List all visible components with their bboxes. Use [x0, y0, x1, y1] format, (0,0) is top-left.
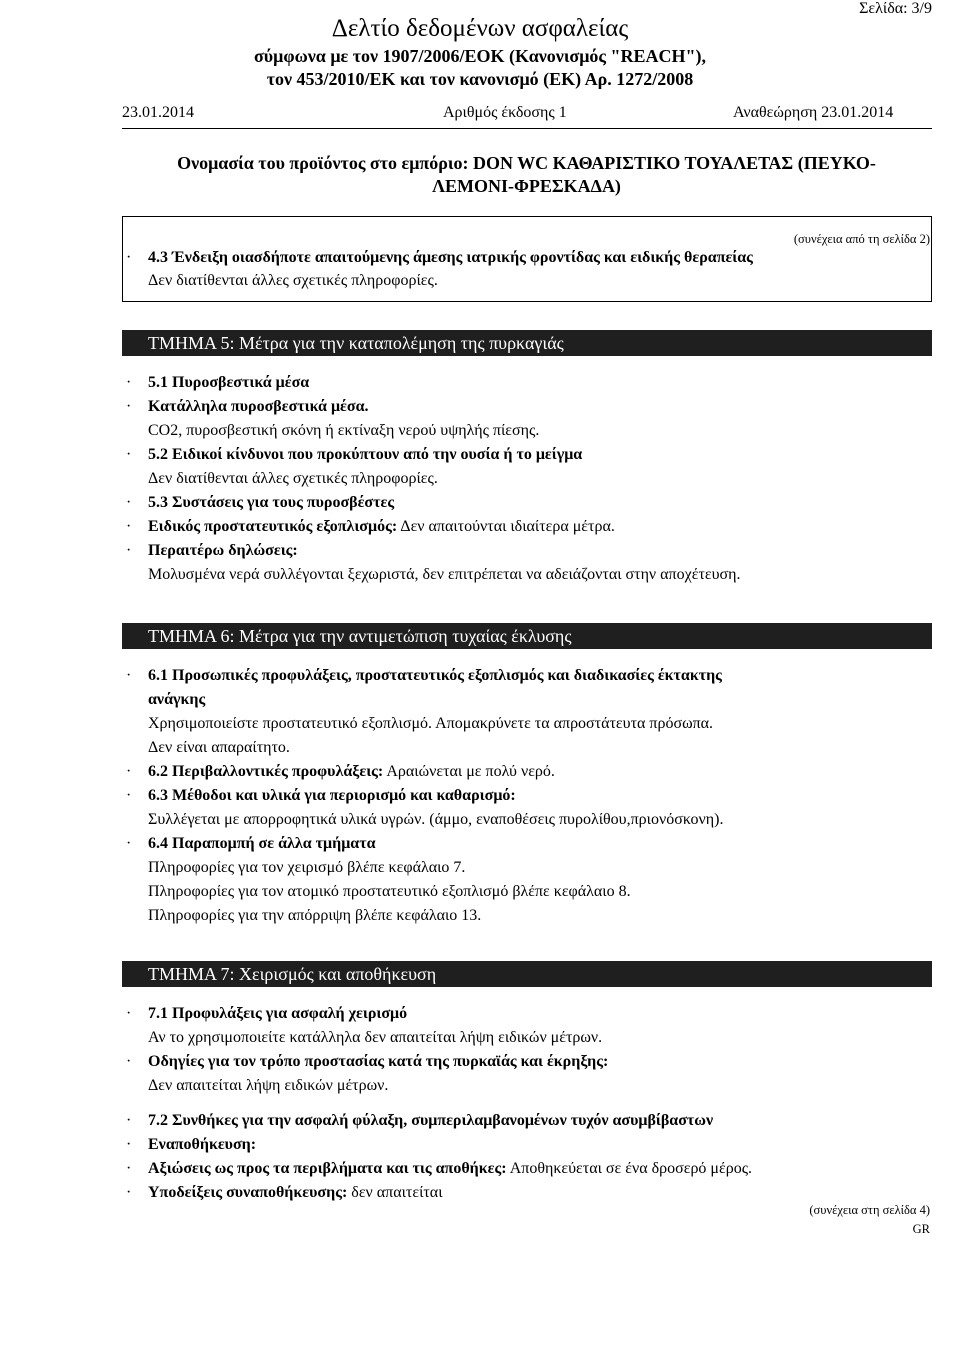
section-6-1-heading-line1: 6.1 Προσωπικές προφυλάξεις, προστατευτικός εξοπλισμός και διαδικασίες έκτακτης	[148, 667, 722, 684]
bullet: ·	[126, 446, 132, 463]
section-5-bar	[122, 330, 932, 356]
section-7-1-text: Αν το χρησιμοποιείτε κατάλληλα δεν απαιτείται λήψη ειδικών μέτρων.	[148, 1029, 603, 1046]
document-subtitle-line2: τον 453/2010/ΕΚ και τον κανονισμό (ΕΚ) Αρ. 1272/2008	[266, 69, 694, 89]
section-5-3-heading: 5.3 Συστάσεις για τους πυροσβέστες	[148, 494, 395, 511]
section-6-4-text3: Πληροφορίες για την απόρριψη βλέπε κεφάλαιο 13.	[148, 907, 482, 924]
bullet: ·	[126, 249, 132, 266]
storage-requirements-line	[148, 1158, 752, 1180]
product-name-line2: ΛΕΜΟΝΙ-ΦΡΕΣΚΑΔΑ)	[432, 176, 621, 196]
co-storage-line	[148, 1182, 443, 1204]
co-storage-label: Υποδείξεις συναποθήκευσης:	[148, 1184, 348, 1201]
storage-label: Εναποθήκευση:	[148, 1136, 257, 1153]
section-5-1-heading: 5.1 Πυροσβεστικά μέσα	[148, 374, 310, 391]
section-6-1-heading-line2: ανάγκης	[148, 691, 206, 708]
section-6-4-text1: Πληροφορίες για τον χειρισμό βλέπε κεφάλαιο 7.	[148, 859, 466, 876]
bullet: ·	[126, 1112, 132, 1129]
bullet: ·	[126, 1053, 132, 1070]
fire-protection-label: Οδηγίες για τον τρόπο προστασίας κατά της πυρκαϊάς και έκρηξης:	[148, 1053, 609, 1070]
suitable-media-label: Κατάλληλα πυροσβεστικά μέσα.	[148, 398, 369, 415]
section-7-bar	[122, 961, 932, 987]
section-6-title: ΤΜΗΜΑ 6: Μέτρα για την αντιμετώπιση τυχαίας έκλυσης	[148, 625, 572, 646]
section-6-2-line	[148, 761, 555, 783]
revision-date: Αναθεώρηση 23.01.2014	[733, 104, 894, 121]
storage-requirements-label: Αξιώσεις ως προς τα περιβλήματα και τις αποθήκες:	[148, 1160, 507, 1177]
section-5-title: ΤΜΗΜΑ 5: Μέτρα για την καταπολέμηση της πυρκαγιάς	[148, 332, 564, 353]
section-6-1-text1: Χρησιμοποιείστε προστατευτικό εξοπλισμό. Απομακρύνετε τα απροστάτευτα πρόσωπα.	[148, 715, 714, 732]
protective-equipment-line	[148, 516, 615, 538]
continued-to-note: (συνέχεια στη σελίδα 4)	[809, 1203, 930, 1217]
fire-protection-text: Δεν απαιτείται λήψη ειδικών μέτρων.	[148, 1077, 389, 1094]
header-divider	[122, 128, 932, 129]
section-6-4-text2: Πληροφορίες για τον ατομικό προστατευτικό εξοπλισμό βλέπε κεφάλαιο 8.	[148, 883, 631, 900]
bullet: ·	[126, 1184, 132, 1201]
bullet: ·	[126, 374, 132, 391]
document-title: Δελτίο δεδομένων ασφαλείας	[331, 15, 629, 42]
section-4-3-heading: 4.3 Ένδειξη οιασδήποτε απαιτούμενης άμεσης ιατρικής φροντίδας και ειδικής θεραπείας	[148, 249, 753, 266]
page-number: Σελίδα: 3/9	[859, 0, 932, 17]
section-6-3-text: Συλλέγεται με απορροφητικά υλικά υγρών. (άμμο, εναποθέσεις πυρολίθου,πριονόσκονη).	[148, 811, 724, 828]
storage-requirements-text: Αποθηκεύεται σε ένα δροσερό μέρος.	[509, 1160, 753, 1177]
bullet: ·	[126, 1005, 132, 1022]
version-number: Αριθμός έκδοσης 1	[443, 104, 567, 121]
section-6-bar	[122, 623, 932, 649]
section-6-4-heading: 6.4 Παραπομπή σε άλλα τμήματα	[148, 835, 376, 852]
bullet: ·	[126, 494, 132, 511]
bullet: ·	[126, 787, 132, 804]
section-6-1-text2: Δεν είναι απαραίτητο.	[148, 739, 290, 756]
section-7-1-heading: 7.1 Προφυλάξεις για ασφαλή χειρισμό	[148, 1005, 408, 1022]
co-storage-text: δεν απαιτείται	[351, 1184, 443, 1201]
section-6-2-text: Αραιώνεται με πολύ νερό.	[386, 763, 555, 780]
bullet: ·	[126, 542, 132, 559]
protective-equipment-text: Δεν απαιτούνται ιδιαίτερα μέτρα.	[400, 518, 615, 535]
section-4-3-text: Δεν διατίθενται άλλες σχετικές πληροφορίες.	[148, 272, 438, 289]
bullet: ·	[126, 398, 132, 415]
language-code: GR	[912, 1222, 930, 1236]
protective-equipment-label: Ειδικός προστατευτικός εξοπλισμός:	[148, 518, 398, 535]
product-name-box	[122, 140, 931, 202]
bullet: ·	[126, 667, 132, 684]
print-date: 23.01.2014	[122, 104, 194, 121]
section-6-3-heading: 6.3 Μέθοδοι και υλικά για περιορισμό και καθαρισμό:	[148, 787, 516, 804]
further-info-label: Περαιτέρω δηλώσεις:	[148, 542, 298, 559]
continued-from-note: (συνέχεια από τη σελίδα 2)	[793, 232, 930, 246]
section-5-2-heading: 5.2 Ειδικοί κίνδυνοι που προκύπτουν από την ουσία ή το μείγμα	[148, 446, 583, 463]
further-info-text: Μολυσμένα νερά συλλέγονται ξεχωριστά, δεν επιτρέπεται να αδειάζονται στην αποχέτευση.	[148, 566, 741, 583]
bullet: ·	[126, 1160, 132, 1177]
section-6-2-label: 6.2 Περιβαλλοντικές προφυλάξεις:	[148, 763, 384, 780]
document-subtitle-line1: σύμφωνα με τον 1907/2006/ΕΟΚ (Κανονισμός "REACH"),	[254, 46, 706, 66]
bullet: ·	[126, 835, 132, 852]
bullet: ·	[126, 763, 132, 780]
section-7-2-heading: 7.2 Συνθήκες για την ασφαλή φύλαξη, συμπεριλαμβανομένων τυχόν ασυμβίβαστων	[148, 1112, 714, 1129]
section-7-title: ΤΜΗΜΑ 7: Χειρισμός και αποθήκευση	[148, 963, 437, 984]
suitable-media-text: CO2, πυροσβεστική σκόνη ή εκτίναξη νερού υψηλής πίεσης.	[148, 422, 540, 439]
product-name-line1: Ονομασία του προϊόντος στο εμπόριο: DON WC ΚΑΘΑΡΙΣΤΙΚΟ ΤΟΥΑΛΕΤΑΣ (ΠΕΥΚΟ-	[177, 153, 876, 173]
bullet: ·	[126, 518, 132, 535]
bullet: ·	[126, 1136, 132, 1153]
section-5-2-text: Δεν διατίθενται άλλες σχετικές πληροφορίες.	[148, 470, 438, 487]
